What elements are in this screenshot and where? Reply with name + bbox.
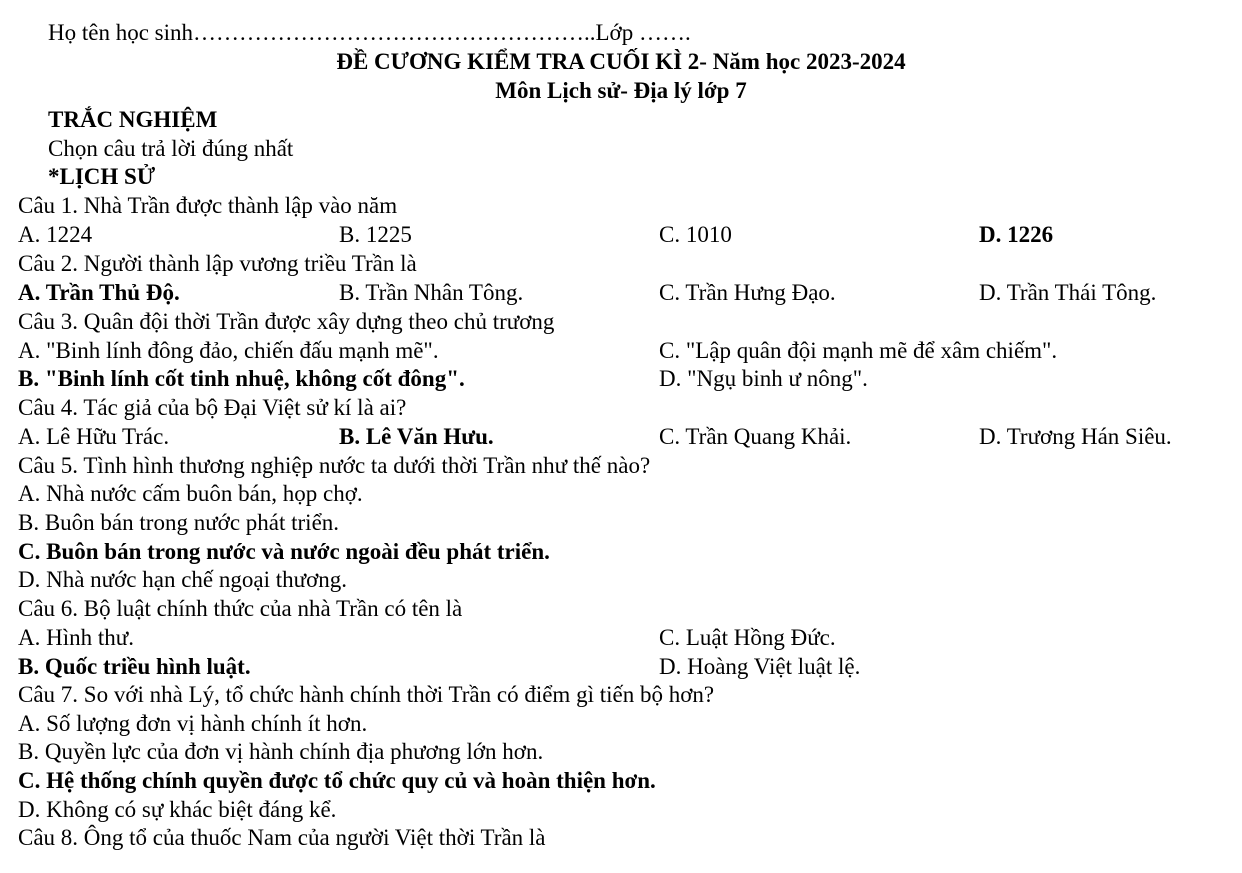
q2-option-d: D. Trần Thái Tông. xyxy=(979,280,1157,305)
q7-option-c: C. Hệ thống chính quyền được tổ chức quy củ và hoàn thiện hơn. xyxy=(18,768,656,793)
section-heading: TRẮC NGHIỆM xyxy=(48,107,218,132)
student-info-line: Họ tên học sinh……………………………………………..Lớp ……. xyxy=(48,20,691,45)
question-1: Câu 1. Nhà Trần được thành lập vào năm xyxy=(18,193,398,218)
q7-option-d: D. Không có sự khác biệt đáng kể. xyxy=(18,797,337,822)
question-6: Câu 6. Bộ luật chính thức của nhà Trần có tên là xyxy=(18,596,463,621)
document-subject: Môn Lịch sử- Địa lý lớp 7 xyxy=(495,78,747,103)
q2-option-b: B. Trần Nhân Tông. xyxy=(339,280,524,305)
q5-option-a: A. Nhà nước cấm buôn bán, họp chợ. xyxy=(18,481,363,506)
q4-option-b: B. Lê Văn Hưu. xyxy=(339,424,494,449)
q5-option-d: D. Nhà nước hạn chế ngoại thương. xyxy=(18,567,348,592)
section-instruction: Chọn câu trả lời đúng nhất xyxy=(48,136,294,161)
question-5: Câu 5. Tình hình thương nghiệp nước ta dưới thời Trần như thế nào? xyxy=(18,453,651,478)
q2-option-a: A. Trần Thủ Độ. xyxy=(18,280,180,305)
q3-option-c: C. "Lập quân đội mạnh mẽ để xâm chiếm". xyxy=(659,338,1058,363)
q5-option-c: C. Buôn bán trong nước và nước ngoài đều phát triển. xyxy=(18,539,550,564)
question-4: Câu 4. Tác giả của bộ Đại Việt sử kí là ai? xyxy=(18,395,407,420)
q2-option-c: C. Trần Hưng Đạo. xyxy=(659,280,836,305)
q3-option-a: A. "Binh lính đông đảo, chiến đấu mạnh mẽ". xyxy=(18,338,439,363)
q6-option-b: B. Quốc triều hình luật. xyxy=(18,654,251,679)
q1-option-d: D. 1226 xyxy=(979,222,1054,247)
q6-option-a: A. Hình thư. xyxy=(18,625,134,650)
q4-option-a: A. Lê Hữu Trác. xyxy=(18,424,170,449)
section-part-history: *LỊCH SỬ xyxy=(48,164,156,189)
q1-option-b: B. 1225 xyxy=(339,222,412,247)
question-8: Câu 8. Ông tổ của thuốc Nam của người Việt thời Trần là xyxy=(18,825,546,850)
q7-option-a: A. Số lượng đơn vị hành chính ít hơn. xyxy=(18,711,368,736)
question-3: Câu 3. Quân đội thời Trần được xây dựng theo chủ trương xyxy=(18,309,555,334)
q5-option-b: B. Buôn bán trong nước phát triển. xyxy=(18,510,340,535)
q3-option-d: D. "Ngụ binh ư nông". xyxy=(659,366,868,391)
q1-option-a: A. 1224 xyxy=(18,222,93,247)
q4-option-c: C. Trần Quang Khải. xyxy=(659,424,852,449)
q3-option-b: B. "Binh lính cốt tinh nhuệ, không cốt đông". xyxy=(18,366,465,391)
document-title: ĐỀ CƯƠNG KIỂM TRA CUỐI KÌ 2- Năm học 2023-2024 xyxy=(336,49,906,74)
q1-option-c: C. 1010 xyxy=(659,222,732,247)
question-2: Câu 2. Người thành lập vương triều Trần là xyxy=(18,251,417,276)
q6-option-c: C. Luật Hồng Đức. xyxy=(659,625,836,650)
q4-option-d: D. Trương Hán Siêu. xyxy=(979,424,1172,449)
question-7: Câu 7. So với nhà Lý, tổ chức hành chính thời Trần có điểm gì tiến bộ hơn? xyxy=(18,682,715,707)
q7-option-b: B. Quyền lực của đơn vị hành chính địa phương lớn hơn. xyxy=(18,739,544,764)
q6-option-d: D. Hoàng Việt luật lệ. xyxy=(659,654,861,679)
